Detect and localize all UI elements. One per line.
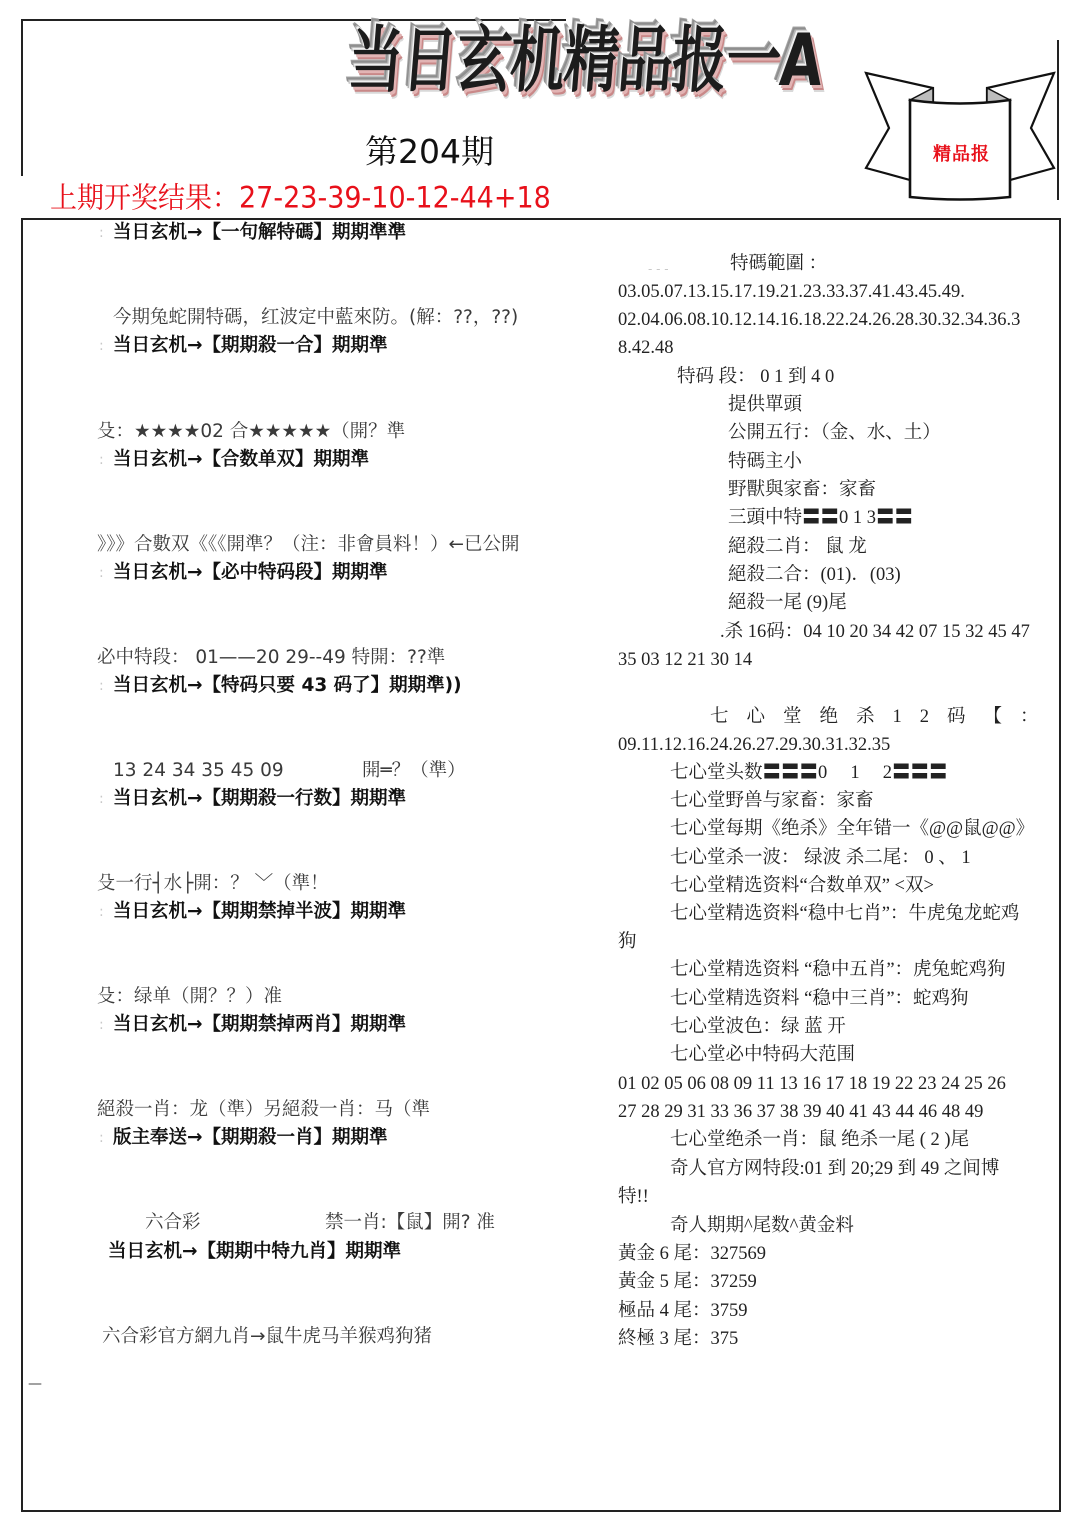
info-line: 七心堂必中特码大范围 [670, 1045, 856, 1065]
number-list: .杀 16码：04 10 20 34 42 07 15 32 45 47 [720, 622, 1030, 642]
tip-detail: 殳：绿单（開？？）准 [97, 986, 283, 1007]
info-line: 特码 段： 0 1 到 4 0 [677, 367, 835, 387]
tip-detail: 必中特段： 01——20 29--49 特開：??準 [97, 647, 446, 668]
masthead-title: 当日玄机精品报一A [345, 18, 826, 102]
tip-detail: 殳：★★★★02 合★★★★★（開？準 [97, 421, 406, 442]
section-heading: 七心堂绝杀12码【： [710, 707, 1057, 727]
info-line: 三頭中特〓〓0 1 3〓〓 [728, 508, 914, 528]
info-line: 奇人官方网特段:01 到 20;29 到 49 之间博 [670, 1159, 1000, 1179]
info-line: 狗 [618, 932, 637, 952]
tip-detail: 今期兔蛇開特碼，红波定中藍來防。(解：??，??) [113, 307, 519, 328]
tip-headline: 当日玄机→【必中特码段】期期準 [113, 562, 388, 583]
info-line: 野獸與家畜：家畜 [728, 480, 877, 500]
tip-headline: 版主奉送→【期期殺一肖】期期準 [113, 1127, 388, 1148]
info-line: 絕殺二合：(01)．(03) [728, 565, 901, 585]
tip-detail-result: 禁一肖:【鼠】開? 准 [325, 1212, 495, 1233]
header-frame-left [21, 19, 23, 176]
info-line: 公開五行：（金、水、土） [728, 423, 941, 443]
info-line: 七心堂野兽与家畜：家畜 [670, 791, 874, 811]
number-list: 09.11.12.16.24.26.27.29.30.31.32.35 [618, 735, 891, 755]
bullet-marker: : [99, 791, 104, 807]
tip-detail: 殳一行┤水├開：？ ﹀（準！ [97, 873, 329, 894]
tip-headline: 当日玄机→【期期禁掉两肖】期期準 [113, 1014, 407, 1035]
tip-headline: 当日玄机→【期期殺一行数】期期準 [113, 788, 407, 809]
tip-detail: 》》》合數双《《《開準？（注：非會員料！）←已公開 [97, 534, 520, 555]
faint-dashes: - - - [648, 262, 669, 276]
tip-headline: 当日玄机→【期期禁掉半波】期期準 [113, 901, 407, 922]
number-list: 35 03 12 21 30 14 [618, 650, 753, 670]
tail-tip: 終極 3 尾：375 [618, 1329, 739, 1349]
tip-headline: 当日玄机→【特码只要 43 码了】期期準)) [113, 675, 462, 696]
bullet-marker: : [99, 452, 104, 468]
last-result-numbers: 27-23-39-10-12-44+18 [239, 181, 551, 216]
last-result-label: 上期开奖结果： [50, 181, 239, 216]
tip-headline: 当日玄机→【期期殺一合】期期準 [113, 335, 388, 356]
bullet-marker: : [99, 904, 104, 920]
number-list: 8.42.48 [618, 338, 674, 358]
info-line: 七心堂头数〓〓〓0 1 2〓〓〓 [670, 763, 948, 783]
tip-headline: 当日玄机→【合数单双】期期準 [113, 449, 370, 470]
info-line: 特!! [618, 1187, 649, 1207]
info-line: 七心堂精选资料“稳中七肖”：牛虎兔龙蛇鸡 [670, 904, 1020, 924]
last-draw-result [50, 174, 551, 216]
info-line: 提供單頭 [728, 395, 803, 415]
tip-headline: 当日玄机→【期期中特九肖】期期準 [108, 1241, 402, 1262]
bullet-marker: : [99, 338, 104, 354]
tail-tip: 黃金 5 尾：37259 [618, 1272, 757, 1292]
info-line: 絕殺二肖： 鼠 龙 [728, 537, 867, 557]
info-line: 七心堂精选资料“合数单双” <双> [670, 876, 934, 896]
info-line: 七心堂每期《绝杀》全年错一《@@鼠@@》 [670, 819, 1035, 839]
tip-headline: 当日玄机→【一句解特碼】期期準準 [113, 222, 407, 243]
stray-dash: — [28, 1376, 42, 1392]
ribbon-badge [840, 60, 1080, 240]
info-line: 七心堂波色：绿 蓝 开 [670, 1017, 846, 1037]
tip-detail: 13 24 34 35 45 09 [113, 760, 284, 781]
bullet-marker: : [99, 1017, 104, 1033]
number-list: 03.05.07.13.15.17.19.21.23.33.37.41.43.45.49. [618, 282, 965, 302]
bullet-marker: : [99, 225, 104, 241]
bullet-marker: : [99, 678, 104, 694]
number-list: 02.04.06.08.10.12.14.16.18.22.24.26.28.30.32.34.36.3 [618, 310, 1021, 330]
tip-detail: 六合彩 [145, 1212, 201, 1233]
tip-detail: 絕殺一肖：龙（準）另絕殺一肖：马（準 [97, 1099, 431, 1120]
tail-tip: 極品 4 尾：3759 [618, 1301, 748, 1321]
number-list: 01 02 05 06 08 09 11 13 16 17 18 19 22 23 24 25 26 [618, 1074, 1006, 1094]
issue-number: 第204期 [365, 132, 494, 171]
info-line: 絕殺一尾 (9)尾 [728, 593, 847, 613]
info-line: 特碼範圍 ： [730, 254, 828, 274]
info-line: 七心堂杀一波： 绿波 杀二尾： 0 、 1 [670, 848, 971, 868]
info-line: 七心堂精选资料 “稳中三肖”：蛇鸡狗 [670, 989, 969, 1009]
tail-tip: 黃金 6 尾：327569 [618, 1244, 767, 1264]
info-line: 七心堂精选资料 “稳中五肖”：虎兔蛇鸡狗 [670, 960, 1006, 980]
info-line: 七心堂绝杀一肖：鼠 绝杀一尾 ( 2 )尾 [670, 1130, 970, 1150]
badge-text: 精品报 [933, 144, 990, 165]
info-line: 特碼主小 [728, 452, 803, 472]
number-list: 27 28 29 31 33 36 37 38 39 40 41 43 44 46 48 49 [618, 1102, 984, 1122]
section-heading: 奇人期期^尾数^黄金料 [670, 1216, 854, 1236]
bullet-marker: : [99, 1130, 104, 1146]
tip-detail: 六合彩官方網九肖→鼠牛虎马羊猴鸡狗猪 [102, 1326, 433, 1347]
bullet-marker: : [99, 565, 104, 581]
tip-detail-result: 開═？（準） [362, 760, 466, 781]
